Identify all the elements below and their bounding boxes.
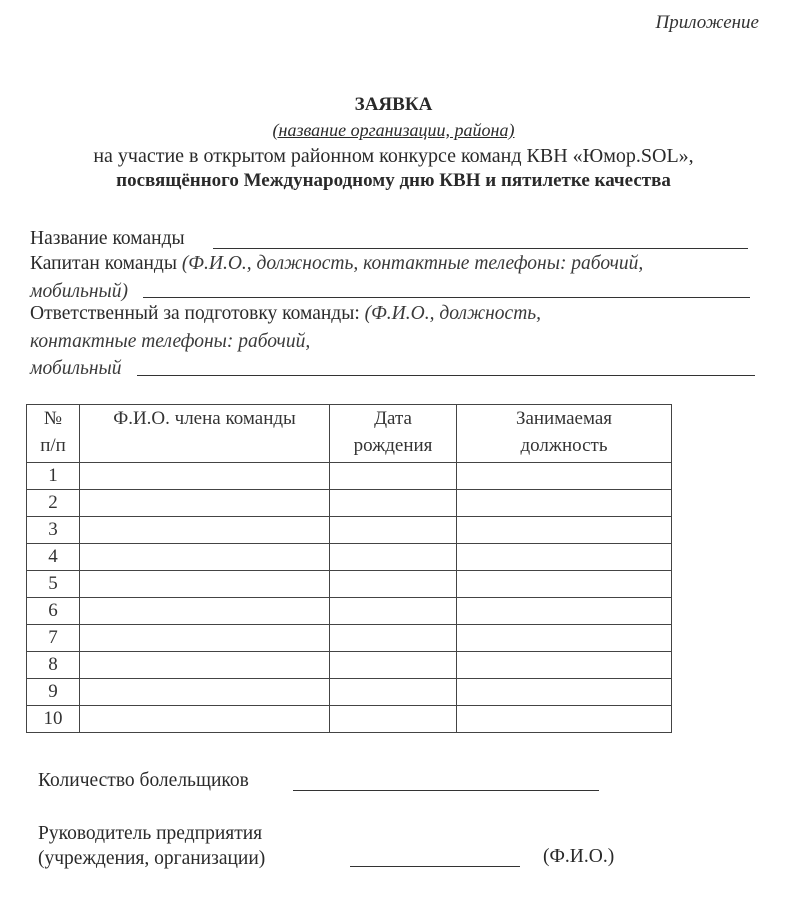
header-name	[80, 405, 330, 463]
position-cell[interactable]	[457, 463, 672, 490]
responsible-hint-phones: контактные телефоны: рабочий,	[30, 331, 311, 352]
intro-line-2: посвящённого Международному дню КВН и пятилетке качества	[116, 170, 671, 191]
row-number: 9	[27, 679, 80, 706]
row-number: 1	[27, 463, 80, 490]
row-number: 3	[27, 517, 80, 544]
position-cell[interactable]	[457, 544, 672, 571]
member-name-cell[interactable]	[80, 517, 330, 544]
header-number-line2: п/п	[40, 435, 66, 456]
captain-input-line[interactable]	[143, 297, 750, 298]
member-name-cell[interactable]	[80, 571, 330, 598]
table-row	[27, 598, 672, 625]
birth-date-cell[interactable]	[330, 571, 457, 598]
responsible-label: Ответственный за подготовку команды:	[30, 303, 360, 324]
captain-hint-mobile: мобильный)	[30, 281, 128, 302]
head-label-line1: Руководитель предприятия	[38, 823, 263, 844]
birth-date-cell[interactable]	[330, 679, 457, 706]
position-cell[interactable]	[457, 679, 672, 706]
member-name-cell[interactable]	[80, 679, 330, 706]
position-cell[interactable]	[457, 706, 672, 733]
member-name-cell[interactable]	[80, 490, 330, 517]
position-cell[interactable]	[457, 517, 672, 544]
organization-subtitle	[0, 120, 787, 141]
table-row	[27, 625, 672, 652]
member-name-cell[interactable]	[80, 544, 330, 571]
row-number: 5	[27, 571, 80, 598]
table-row	[27, 463, 672, 490]
birth-date-cell[interactable]	[330, 706, 457, 733]
fans-count-input-line[interactable]	[293, 790, 599, 791]
responsible-hint-mobile: мобильный	[30, 358, 122, 379]
responsible-input-line[interactable]	[137, 375, 755, 376]
fio-label: (Ф.И.О.)	[543, 846, 615, 867]
team-name-input-line[interactable]	[213, 248, 748, 249]
head-label-line2: (учреждения, организации)	[38, 848, 266, 869]
birth-date-cell[interactable]	[330, 598, 457, 625]
row-number: 7	[27, 625, 80, 652]
birth-date-cell[interactable]	[330, 463, 457, 490]
appendix-label: Приложение	[655, 12, 759, 33]
row-number: 6	[27, 598, 80, 625]
table-header-row	[27, 405, 672, 463]
position-cell[interactable]	[457, 490, 672, 517]
table-row	[27, 571, 672, 598]
birth-date-cell[interactable]	[330, 652, 457, 679]
captain-row	[30, 253, 643, 275]
header-birth-date	[330, 405, 457, 463]
team-members-table	[26, 404, 672, 733]
position-cell[interactable]	[457, 652, 672, 679]
captain-hint: (Ф.И.О., должность, контактные телефоны: рабочий,	[181, 253, 644, 274]
head-signature-line[interactable]	[350, 866, 520, 867]
position-cell[interactable]	[457, 625, 672, 652]
responsible-row	[30, 303, 541, 325]
birth-date-cell[interactable]	[330, 625, 457, 652]
responsible-hint: (Ф.И.О., должность,	[364, 303, 542, 324]
birth-date-cell[interactable]	[330, 544, 457, 571]
position-cell[interactable]	[457, 571, 672, 598]
row-number: 10	[27, 706, 80, 733]
fans-count-label: Количество болельщиков	[38, 770, 249, 791]
table-row	[27, 706, 672, 733]
header-name-text: Ф.И.О. члена команды	[113, 408, 296, 429]
captain-label: Капитан команды	[30, 253, 177, 274]
header-number	[27, 405, 80, 463]
header-birth-line1: Дата	[374, 408, 412, 429]
table-row	[27, 490, 672, 517]
organization-subtitle-text: (название организации, района)	[272, 120, 515, 140]
header-number-line1: №	[43, 408, 63, 429]
birth-date-cell[interactable]	[330, 490, 457, 517]
member-name-cell[interactable]	[80, 598, 330, 625]
row-number: 4	[27, 544, 80, 571]
row-number: 8	[27, 652, 80, 679]
team-name-label: Название команды	[30, 228, 185, 249]
header-position	[457, 405, 672, 463]
table-row	[27, 544, 672, 571]
birth-date-cell[interactable]	[330, 517, 457, 544]
table-row	[27, 517, 672, 544]
intro-line-1: на участие в открытом районном конкурсе команд КВН «Юмор.SOL»,	[93, 145, 694, 167]
table-row	[27, 679, 672, 706]
table-row	[27, 652, 672, 679]
header-birth-line2: рождения	[353, 435, 433, 456]
row-number: 2	[27, 490, 80, 517]
header-position-line1: Занимаемая	[515, 408, 613, 429]
position-cell[interactable]	[457, 598, 672, 625]
member-name-cell[interactable]	[80, 463, 330, 490]
member-name-cell[interactable]	[80, 706, 330, 733]
member-name-cell[interactable]	[80, 625, 330, 652]
member-name-cell[interactable]	[80, 652, 330, 679]
header-position-line2: должность	[520, 435, 608, 456]
document-title: ЗАЯВКА	[354, 94, 433, 115]
